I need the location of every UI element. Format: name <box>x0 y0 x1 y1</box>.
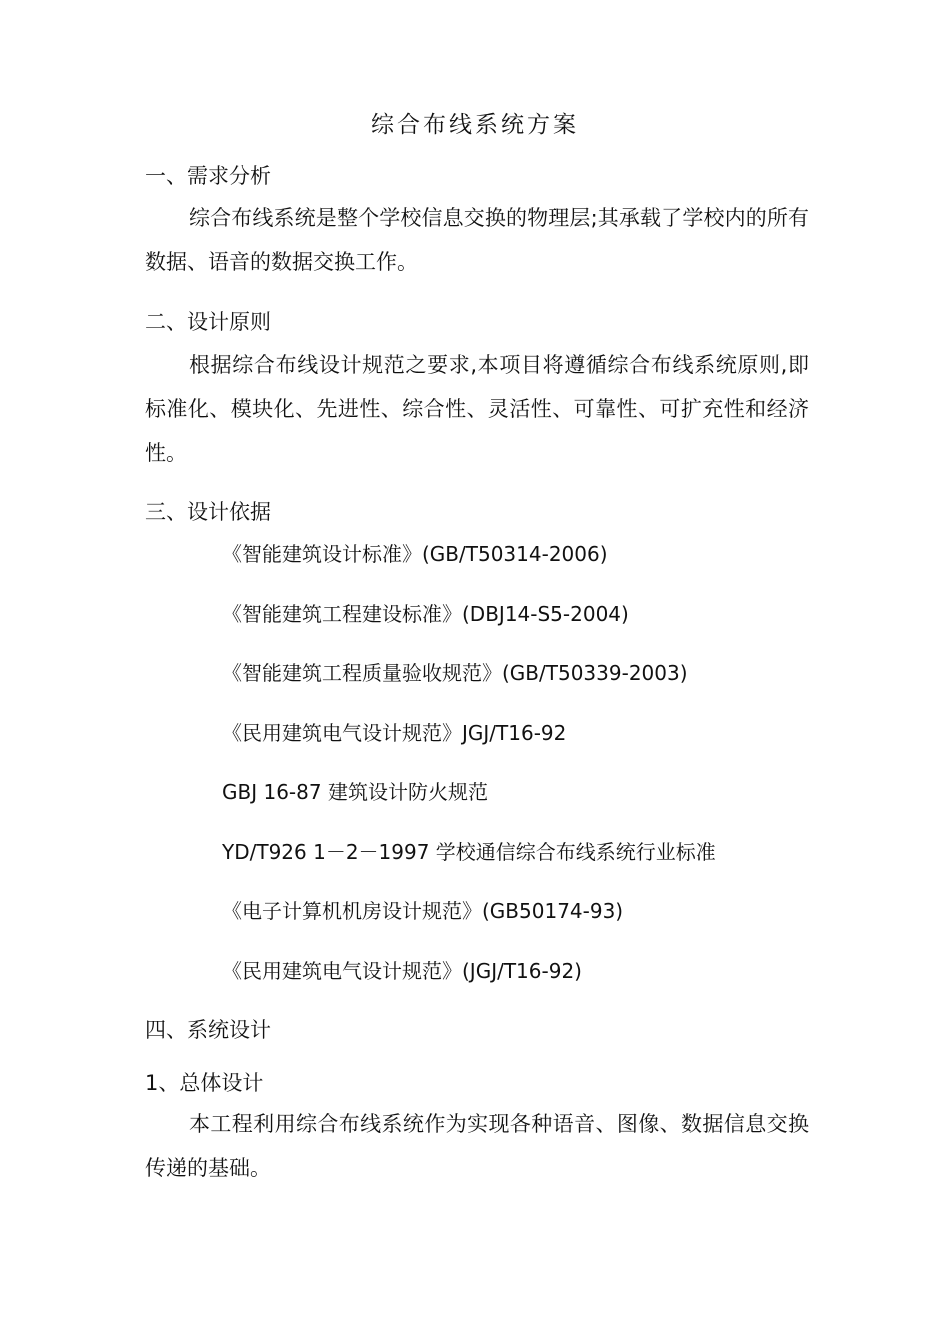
reference-item: 《智能建筑工程质量验收规范》(GB/T50339-2003) <box>222 661 688 685</box>
subsection-body-overall-design: 本工程利用综合布线系统作为实现各种语音、图像、数据信息交换传递的基础。 <box>145 1112 809 1180</box>
reference-item: 《民用建筑电气设计规范》(JGJ/T16-92) <box>222 959 582 983</box>
reference-item: 《民用建筑电气设计规范》JGJ/T16-92 <box>222 721 567 745</box>
reference-item: 《智能建筑工程建设标准》(DBJ14-S5-2004) <box>222 602 629 626</box>
subsection-heading-overall-design: 1、总体设计 <box>145 1071 264 1095</box>
section-heading-basis: 三、设计依据 <box>145 500 271 524</box>
reference-item: YD/T926 1－2－1997 学校通信综合布线系统行业标准 <box>222 840 716 864</box>
reference-item: 《电子计算机机房设计规范》(GB50174-93) <box>222 899 624 923</box>
section-heading-system-design: 四、系统设计 <box>145 1018 271 1042</box>
section-heading-requirements: 一、需求分析 <box>145 164 271 188</box>
reference-item: GBJ 16-87 建筑设计防火规范 <box>222 780 488 804</box>
section-body-requirements: 综合布线系统是整个学校信息交换的物理层;其承载了学校内的所有数据、语音的数据交换工作。 <box>145 206 809 274</box>
document-title: 综合布线系统方案 <box>371 112 579 138</box>
reference-item: 《智能建筑设计标准》(GB/T50314-2006) <box>222 542 608 566</box>
section-heading-principles: 二、设计原则 <box>145 310 271 334</box>
section-body-principles: 根据综合布线设计规范之要求,本项目将遵循综合布线系统原则,即标准化、模块化、先进性、综合性、灵活性、可靠性、可扩充性和经济性。 <box>145 353 809 465</box>
